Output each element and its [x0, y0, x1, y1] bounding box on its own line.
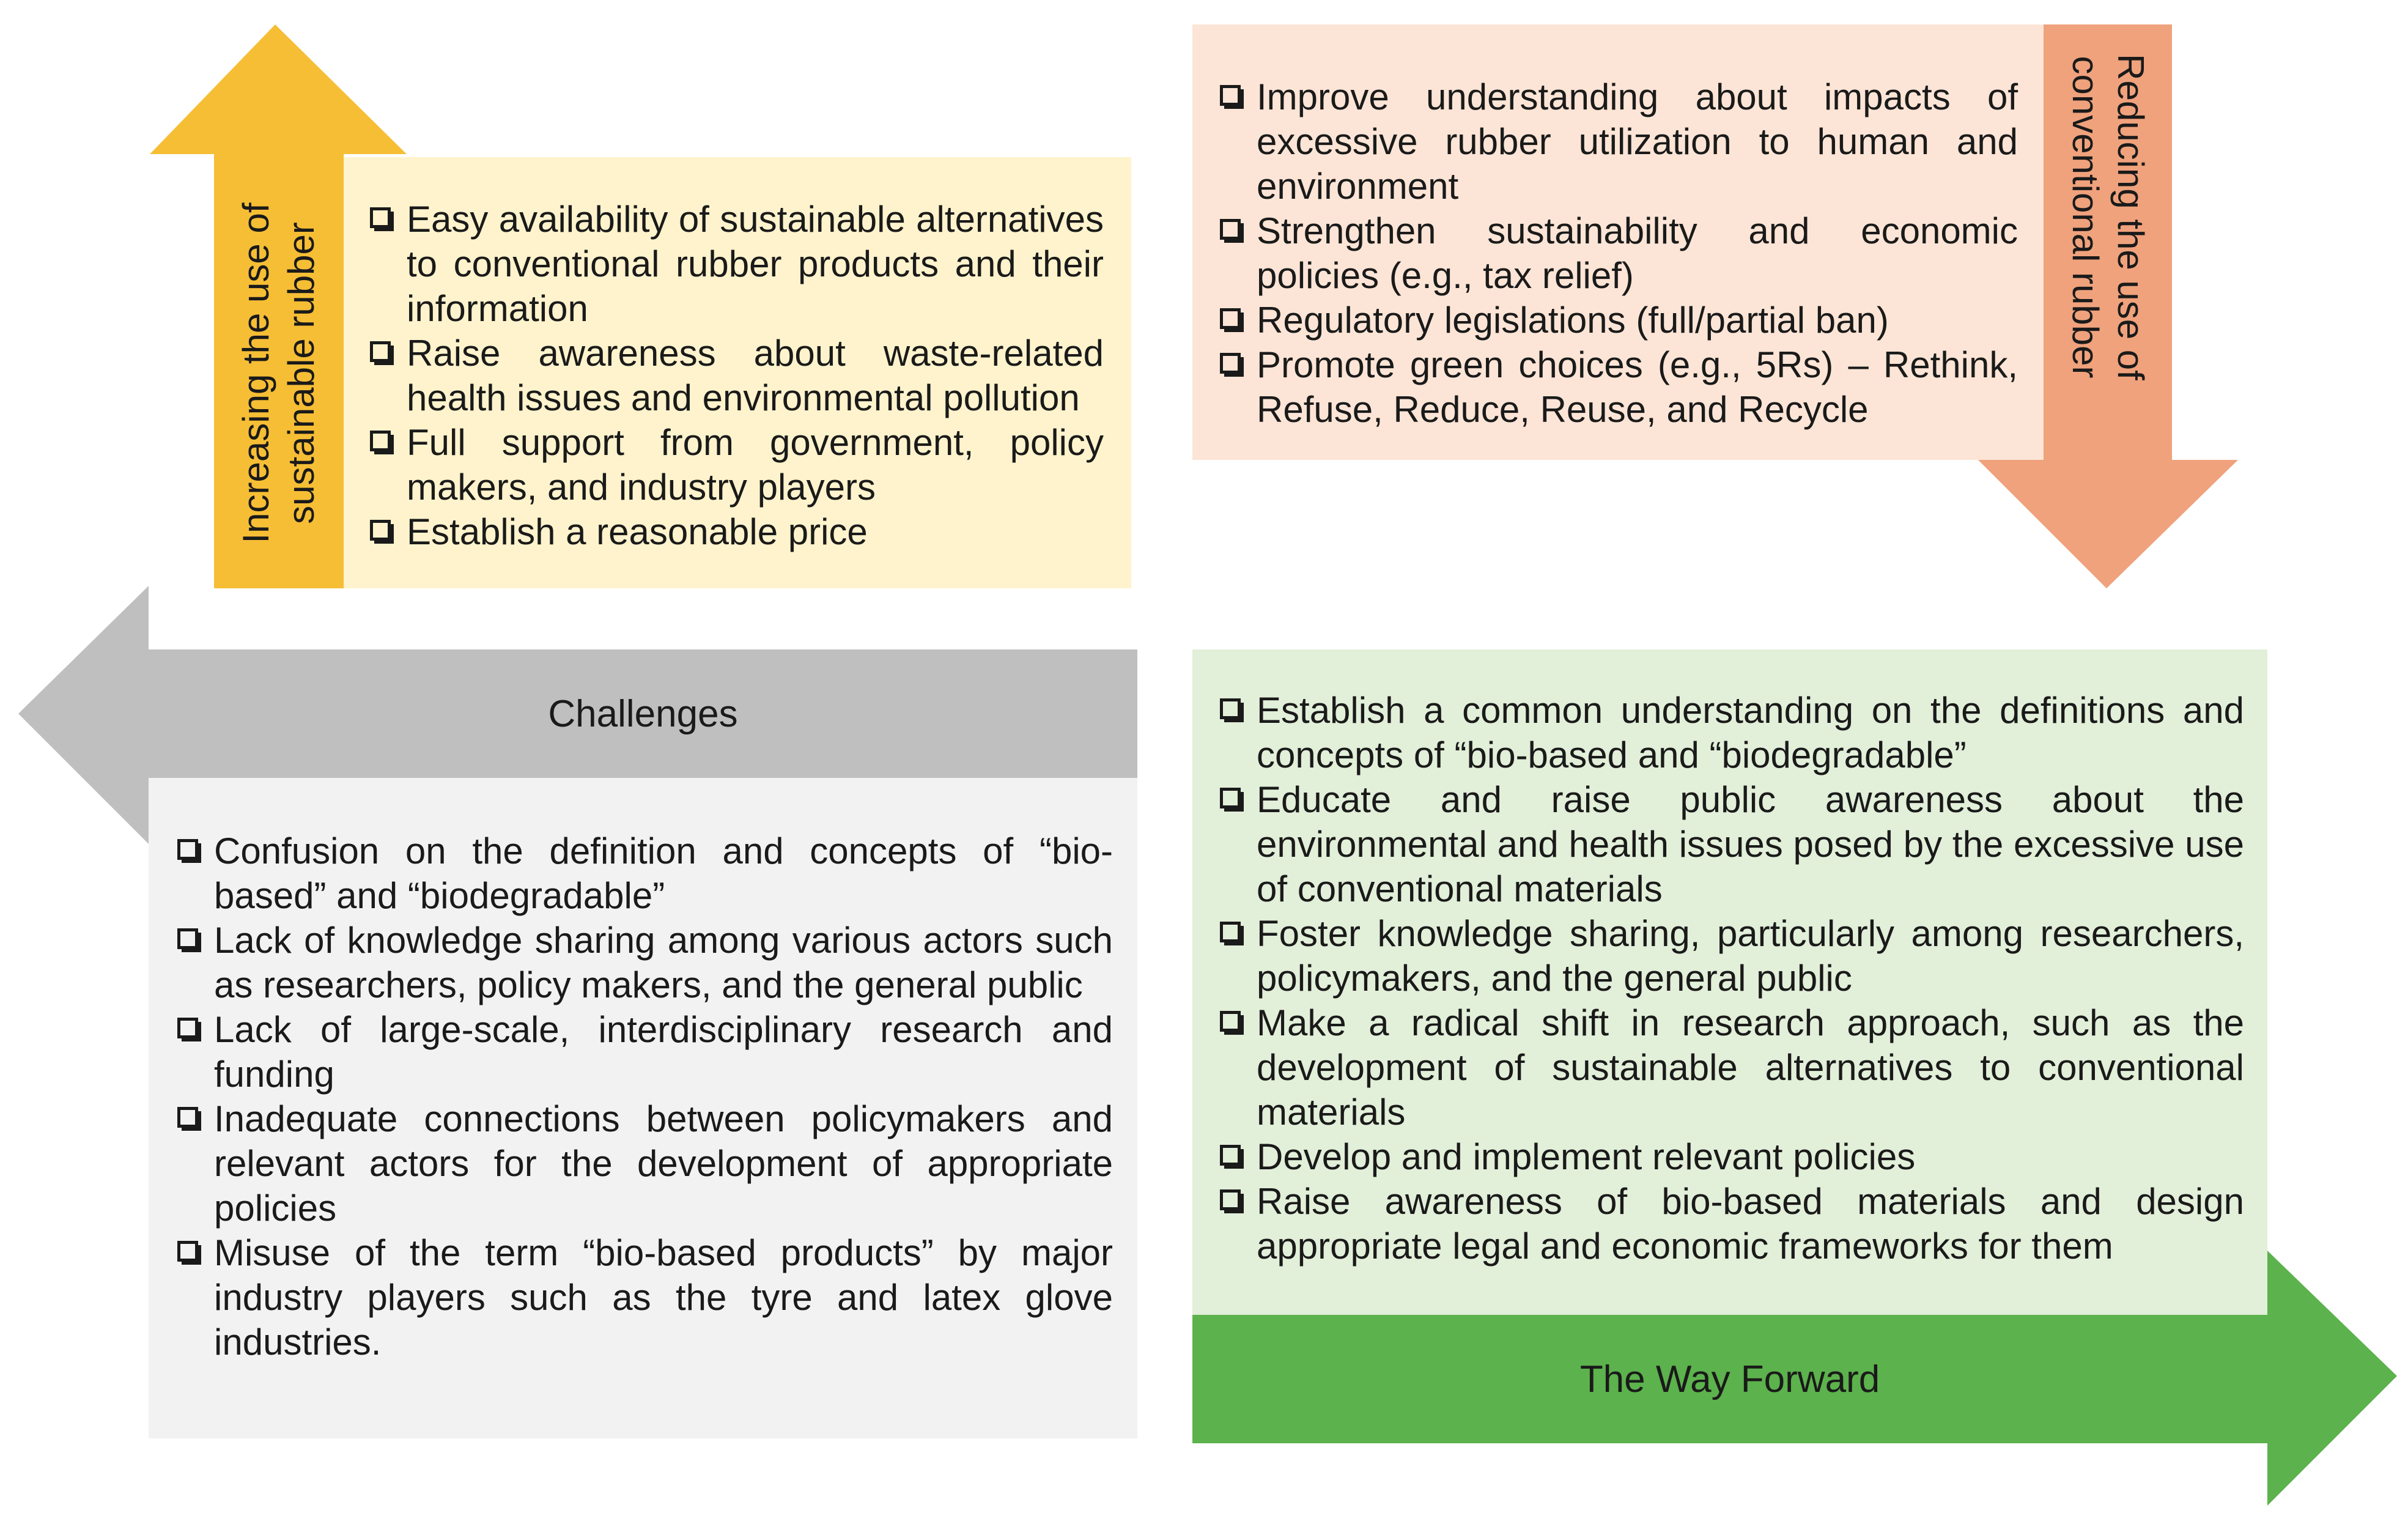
checkbox-bullet-icon [370, 207, 391, 228]
checkbox-bullet-icon [177, 1018, 198, 1038]
increase-item-text: Full support from government, policy makers, and industry players [407, 422, 1104, 508]
reduce-item-text: Regulatory legislations (full/partial ban) [1257, 300, 1889, 341]
challenges-item [177, 1230, 1113, 1364]
way-forward-item-text: Foster knowledge sharing, particularly among researchers, policymakers, and the general public [1257, 913, 2244, 999]
increase-item [370, 420, 1104, 509]
way-forward-list [1220, 688, 2244, 1268]
way-forward-item-text: Make a radical shift in research approach, such as the development of sustainable alternatives to conventional materials [1257, 1002, 2244, 1133]
reduce-item-text: Strengthen sustainability and economic policies (e.g., tax relief) [1257, 210, 2018, 296]
checkbox-bullet-icon [1220, 219, 1241, 240]
increase-label-line2: sustainable rubber [281, 222, 322, 524]
challenges-item [177, 1097, 1113, 1230]
challenges-item [177, 918, 1113, 1007]
challenges-title: Challenges [548, 692, 738, 735]
increase-item-text: Establish a reasonable price [407, 511, 868, 552]
checkbox-bullet-icon [1220, 1145, 1241, 1166]
way-forward-item-text: Raise awareness of bio-based materials and design appropriate legal and economic frameworks for them [1257, 1181, 2244, 1267]
challenges-item-text: Confusion on the definition and concepts of “bio-based” and “biodegradable” [214, 830, 1113, 916]
checkbox-bullet-icon [1220, 922, 1241, 942]
reduce-item [1220, 298, 2018, 342]
increase-item [370, 509, 1104, 554]
checkbox-bullet-icon [1220, 353, 1241, 374]
checkbox-bullet-icon [1220, 1189, 1241, 1210]
reduce-list [1220, 75, 2018, 432]
increase-item-text: Raise awareness about waste-related health issues and environmental pollution [407, 333, 1104, 418]
way-forward-item [1220, 911, 2244, 1001]
challenges-item-text: Misuse of the term “bio-based products” by major industry players such as the tyre and latex glove industries. [214, 1232, 1113, 1363]
reduce-item [1220, 342, 2018, 432]
checkbox-bullet-icon [1220, 85, 1241, 106]
way-forward-item-text: Establish a common understanding on the definitions and concepts of “bio-based and “biodegradable” [1257, 690, 2244, 775]
checkbox-bullet-icon [370, 520, 391, 541]
increase-item-text: Easy availability of sustainable alternatives to conventional rubber products and their information [407, 199, 1104, 329]
reduce-label-line2: conventional rubber [2065, 56, 2106, 379]
checkbox-bullet-icon [177, 928, 198, 949]
challenges-item-text: Lack of knowledge sharing among various actors such as researchers, policy makers, and the general public [214, 920, 1113, 1005]
challenges-list [177, 829, 1113, 1364]
challenges-item [177, 829, 1113, 918]
increase-panel [370, 197, 1104, 554]
checkbox-bullet-icon [370, 431, 391, 451]
reduce-label [2063, 54, 2153, 380]
challenges-item-text: Lack of large-scale, interdisciplinary research and funding [214, 1009, 1113, 1095]
checkbox-bullet-icon [1220, 308, 1241, 329]
way-forward-item [1220, 1001, 2244, 1134]
checkbox-bullet-icon [370, 341, 391, 362]
increase-label [234, 202, 324, 543]
way-forward-panel [1220, 688, 2244, 1268]
way-forward-item [1220, 777, 2244, 911]
challenges-panel [177, 829, 1113, 1364]
challenges-item [177, 1007, 1113, 1097]
checkbox-bullet-icon [1220, 788, 1241, 808]
way-forward-item-text: Educate and raise public awareness about the environmental and health issues posed by the excessive use of conventional materials [1257, 779, 2244, 909]
reduce-item-text: Promote green choices (e.g., 5Rs) – Rethink, Refuse, Reduce, Reuse, and Recycle [1257, 344, 2018, 430]
increase-item [370, 331, 1104, 420]
checkbox-bullet-icon [177, 1107, 198, 1128]
reduce-label-line1: Reducing the use of [2110, 54, 2151, 380]
reduce-item-text: Improve understanding about impacts of excessive rubber utilization to human and environment [1257, 76, 2018, 207]
increase-item [370, 197, 1104, 331]
increase-label-line1: Increasing the use of [235, 202, 276, 544]
way-forward-item-text: Develop and implement relevant policies [1257, 1136, 1916, 1177]
way-forward-title: The Way Forward [1579, 1358, 1880, 1400]
challenges-item-text: Inadequate connections between policymakers and relevant actors for the development of appropriate policies [214, 1098, 1113, 1229]
way-forward-item [1220, 1134, 2244, 1179]
increase-list [370, 197, 1104, 554]
checkbox-bullet-icon [1220, 698, 1241, 719]
checkbox-bullet-icon [1220, 1011, 1241, 1032]
way-forward-item [1220, 1179, 2244, 1268]
reduce-panel [1220, 75, 2018, 432]
way-forward-item [1220, 688, 2244, 777]
checkbox-bullet-icon [177, 1241, 198, 1262]
reduce-item [1220, 209, 2018, 298]
checkbox-bullet-icon [177, 839, 198, 860]
reduce-item [1220, 75, 2018, 209]
